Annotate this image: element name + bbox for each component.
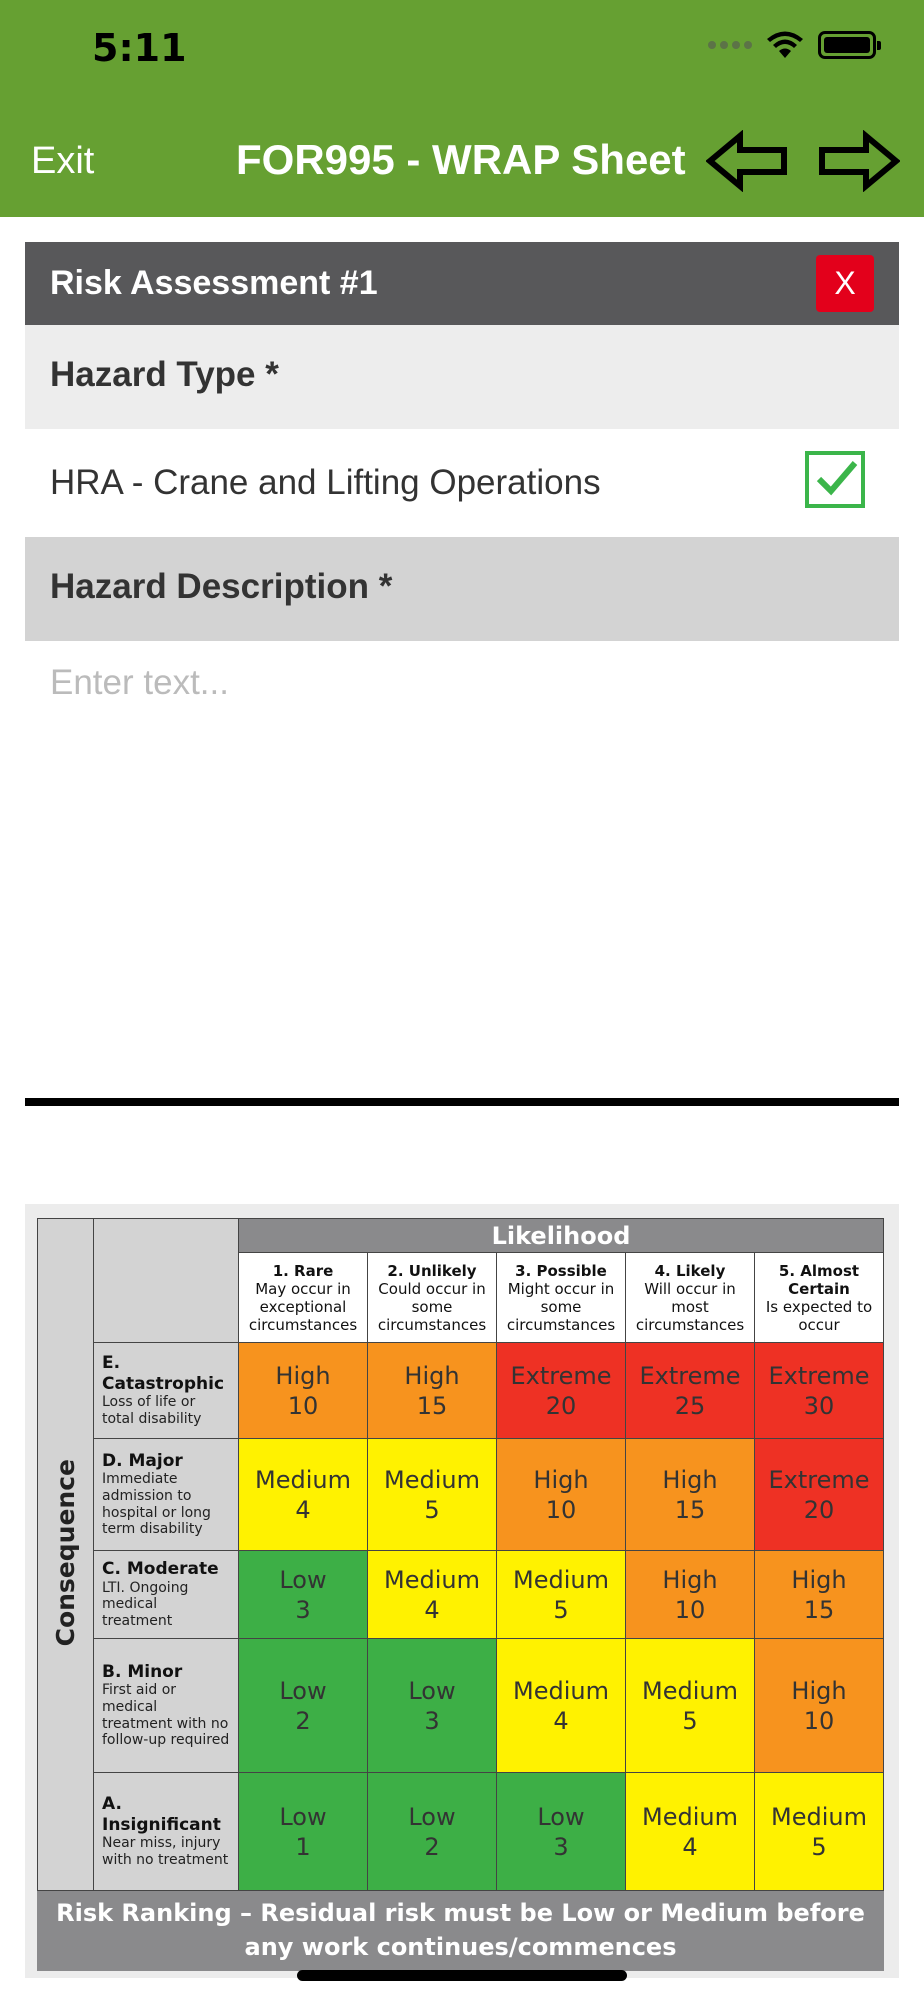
risk-score: 4 <box>424 1595 440 1624</box>
risk-level: High <box>662 1565 718 1594</box>
risk-score: 3 <box>553 1832 569 1861</box>
risk-level: High <box>275 1361 331 1390</box>
risk-cell <box>626 1639 755 1773</box>
risk-level: Extreme <box>768 1361 870 1390</box>
hazard-type-label: Hazard Type * <box>50 355 279 394</box>
risk-level: Medium <box>642 1802 738 1831</box>
risk-score: 4 <box>553 1706 569 1735</box>
risk-level: High <box>791 1565 847 1594</box>
risk-score: 30 <box>803 1391 835 1420</box>
consequence-desc: Immediate admission to hospital or long term disability <box>102 1471 211 1538</box>
risk-level: High <box>791 1676 847 1705</box>
risk-cell <box>755 1639 884 1773</box>
risk-cell <box>755 1343 884 1439</box>
risk-level: Medium <box>771 1802 867 1831</box>
risk-cell <box>497 1551 626 1639</box>
risk-score: 5 <box>682 1706 698 1735</box>
likelihood-title: 4. Likely <box>654 1261 726 1280</box>
risk-cell <box>239 1551 368 1639</box>
risk-cell <box>497 1773 626 1891</box>
risk-cell <box>239 1773 368 1891</box>
likelihood-column-header <box>239 1253 368 1343</box>
likelihood-desc: Could occur in some circumstances <box>377 1279 487 1334</box>
close-button[interactable]: X <box>816 255 874 312</box>
hazard-type-section <box>25 325 899 429</box>
consequence-row-header <box>94 1439 239 1551</box>
matrix-corner <box>94 1219 239 1343</box>
likelihood-column-header <box>368 1253 497 1343</box>
consequence-row-header <box>94 1773 239 1891</box>
exit-button[interactable]: Exit <box>31 140 95 182</box>
consequence-row-header <box>94 1343 239 1439</box>
hazard-type-option[interactable] <box>25 429 899 537</box>
consequence-title: B. Minor <box>102 1661 183 1682</box>
risk-cell <box>368 1551 497 1639</box>
consequence-row-header <box>94 1551 239 1639</box>
risk-score: 15 <box>416 1391 448 1420</box>
risk-score: 15 <box>803 1595 835 1624</box>
hazard-type-checkbox[interactable] <box>805 451 865 508</box>
likelihood-title: 2. Unlikely <box>387 1261 477 1280</box>
risk-matrix <box>37 1218 884 1971</box>
risk-level: Medium <box>384 1565 480 1594</box>
risk-cell <box>626 1343 755 1439</box>
risk-level: High <box>533 1465 589 1494</box>
risk-cell <box>755 1551 884 1639</box>
consequence-desc: Near miss, injury with no treatment <box>102 1835 229 1868</box>
consequence-desc: LTI. Ongoing medical treatment <box>102 1579 189 1630</box>
risk-level: High <box>662 1465 718 1494</box>
likelihood-desc: Might occur in some circumstances <box>506 1279 616 1334</box>
likelihood-desc: Is expected to occur <box>765 1297 873 1334</box>
risk-score: 3 <box>295 1595 311 1624</box>
risk-score: 5 <box>553 1595 569 1624</box>
consequence-row-header <box>94 1639 239 1773</box>
previous-arrow-icon[interactable] <box>706 130 788 192</box>
risk-cell <box>239 1439 368 1551</box>
likelihood-title: 1. Rare <box>272 1261 334 1280</box>
risk-assessment-title: Risk Assessment #1 <box>50 264 378 302</box>
checkmark-icon <box>809 455 861 504</box>
consequence-title: A. Insignificant <box>102 1794 221 1835</box>
consequence-title: D. Major <box>102 1450 183 1471</box>
risk-cell <box>239 1343 368 1439</box>
wifi-icon <box>766 30 804 60</box>
risk-level: Low <box>279 1802 327 1831</box>
page-title: FOR995 - WRAP Sheet <box>236 136 686 183</box>
risk-level: Medium <box>513 1676 609 1705</box>
risk-level: Extreme <box>510 1361 612 1390</box>
risk-level: Medium <box>513 1565 609 1594</box>
risk-score: 20 <box>545 1391 577 1420</box>
risk-cell <box>755 1773 884 1891</box>
likelihood-column-header <box>626 1253 755 1343</box>
consequence-title: E. Catastrophic <box>102 1353 225 1394</box>
risk-cell <box>626 1551 755 1639</box>
risk-score: 4 <box>682 1832 698 1861</box>
risk-assessment-header <box>25 242 899 325</box>
hazard-description-section <box>25 537 899 641</box>
likelihood-desc: May occur in exceptional circumstances <box>248 1279 358 1334</box>
consequence-title: C. Moderate <box>102 1559 219 1580</box>
risk-level: Extreme <box>639 1361 741 1390</box>
risk-score: 5 <box>424 1495 440 1524</box>
likelihood-column-header <box>497 1253 626 1343</box>
divider <box>25 1098 899 1106</box>
risk-level: Low <box>279 1676 327 1705</box>
risk-cell <box>497 1639 626 1773</box>
risk-level: Extreme <box>768 1465 870 1494</box>
risk-level: Low <box>279 1565 327 1594</box>
risk-cell <box>239 1639 368 1773</box>
risk-score: 25 <box>674 1391 706 1420</box>
risk-cell <box>368 1773 497 1891</box>
risk-score: 3 <box>424 1706 440 1735</box>
likelihood-desc: Will occur in most circumstances <box>635 1279 745 1334</box>
consequence-label: Consequence <box>51 1458 80 1647</box>
risk-score: 1 <box>295 1832 311 1861</box>
risk-cell <box>626 1439 755 1551</box>
risk-score: 4 <box>295 1495 311 1524</box>
risk-level: Medium <box>642 1676 738 1705</box>
status-icons <box>708 30 876 60</box>
signal-icon <box>708 41 752 49</box>
risk-score: 20 <box>803 1495 835 1524</box>
risk-cell <box>497 1343 626 1439</box>
likelihood-title: 3. Possible <box>515 1261 607 1280</box>
risk-cell <box>626 1773 755 1891</box>
risk-score: 10 <box>803 1706 835 1735</box>
risk-score: 15 <box>674 1495 706 1524</box>
risk-cell <box>368 1439 497 1551</box>
risk-matrix-image <box>25 1204 899 1978</box>
likelihood-column-header <box>755 1253 884 1343</box>
next-arrow-icon[interactable] <box>818 130 900 192</box>
risk-cell <box>368 1343 497 1439</box>
likelihood-title: 5. Almost Certain <box>778 1261 860 1298</box>
consequence-axis <box>38 1219 94 1891</box>
risk-score: 10 <box>545 1495 577 1524</box>
risk-score: 2 <box>295 1706 311 1735</box>
risk-score: 10 <box>674 1595 706 1624</box>
hazard-description-input[interactable] <box>25 641 899 1100</box>
risk-level: High <box>404 1361 460 1390</box>
home-indicator[interactable] <box>297 1970 627 1981</box>
battery-icon <box>818 31 876 59</box>
risk-cell <box>755 1439 884 1551</box>
risk-ranking-footer: Risk Ranking – Residual risk must be Low or Medium before any work continues/commences <box>38 1891 884 1971</box>
risk-level: Medium <box>384 1465 480 1494</box>
consequence-desc: First aid or medical treatment with no follow-up required <box>102 1682 230 1749</box>
risk-cell <box>368 1639 497 1773</box>
risk-level: Low <box>408 1802 456 1831</box>
status-time: 5:11 <box>92 26 187 70</box>
risk-level: Low <box>537 1802 585 1831</box>
hazard-type-value: HRA - Crane and Lifting Operations <box>50 463 601 502</box>
risk-score: 5 <box>811 1832 827 1861</box>
risk-score: 2 <box>424 1832 440 1861</box>
risk-level: Low <box>408 1676 456 1705</box>
risk-level: Medium <box>255 1465 351 1494</box>
risk-cell <box>497 1439 626 1551</box>
consequence-desc: Loss of life or total disability <box>102 1394 202 1427</box>
hazard-description-label: Hazard Description * <box>50 567 393 606</box>
navigation-bar <box>0 0 924 217</box>
risk-score: 10 <box>287 1391 319 1420</box>
likelihood-header: Likelihood <box>239 1219 884 1253</box>
